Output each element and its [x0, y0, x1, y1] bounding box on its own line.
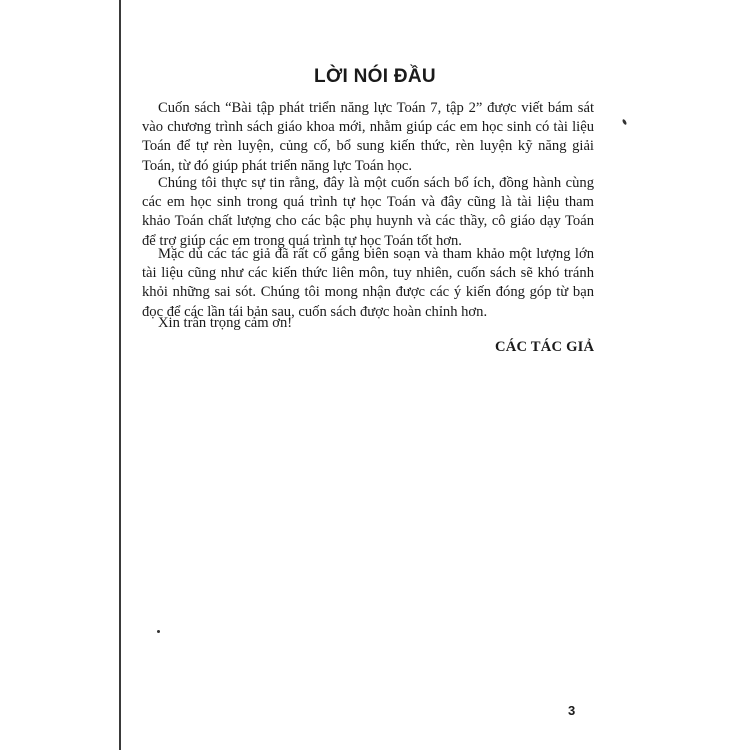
author-signature: CÁC TÁC GIẢ: [495, 339, 595, 355]
page-number: 3: [568, 703, 576, 718]
scan-speck-mark: [157, 630, 160, 633]
paragraph-thanks: Xin trân trọng cảm ơn!: [158, 315, 293, 331]
paragraph-purpose: Chúng tôi thực sự tin rằng, đây là một cuốn sách bổ ích, đồng hành cùng các em học sinh trong quá trình tự học Toán và đây cũng là tài liệu tham khảo Toán chất lượng cho các bậc phụ huynh và các thầy, cô giáo dạy Toán để trợ giúp các em trong quá trình tự học Toán tốt hơn.: [142, 175, 594, 249]
paragraph-intro: Cuốn sách “Bài tập phát triển năng lực Toán 7, tập 2” được viết bám sát vào chương trình sách giáo khoa mới, nhằm giúp các em học sinh có tài liệu Toán để tự rèn luyện, củng cố, bổ sung kiến thức, rèn luyện kỹ năng giải Toán, từ đó giúp phát triển năng lực Toán học.: [142, 100, 594, 174]
paragraph-feedback: Mặc dù các tác giả đã rất cố gắng biên soạn và tham khảo một lượng lớn tài liệu cũng như các kiến thức liên môn, tuy nhiên, cuốn sách sẽ khó tránh khỏi những sai sót. Chúng tôi mong nhận được các ý kiến đóng góp từ bạn đọc để các lần tái bản sau, cuốn sách được hoàn chỉnh hơn.: [142, 246, 594, 320]
page-title: LỜI NÓI ĐẦU: [314, 66, 436, 87]
